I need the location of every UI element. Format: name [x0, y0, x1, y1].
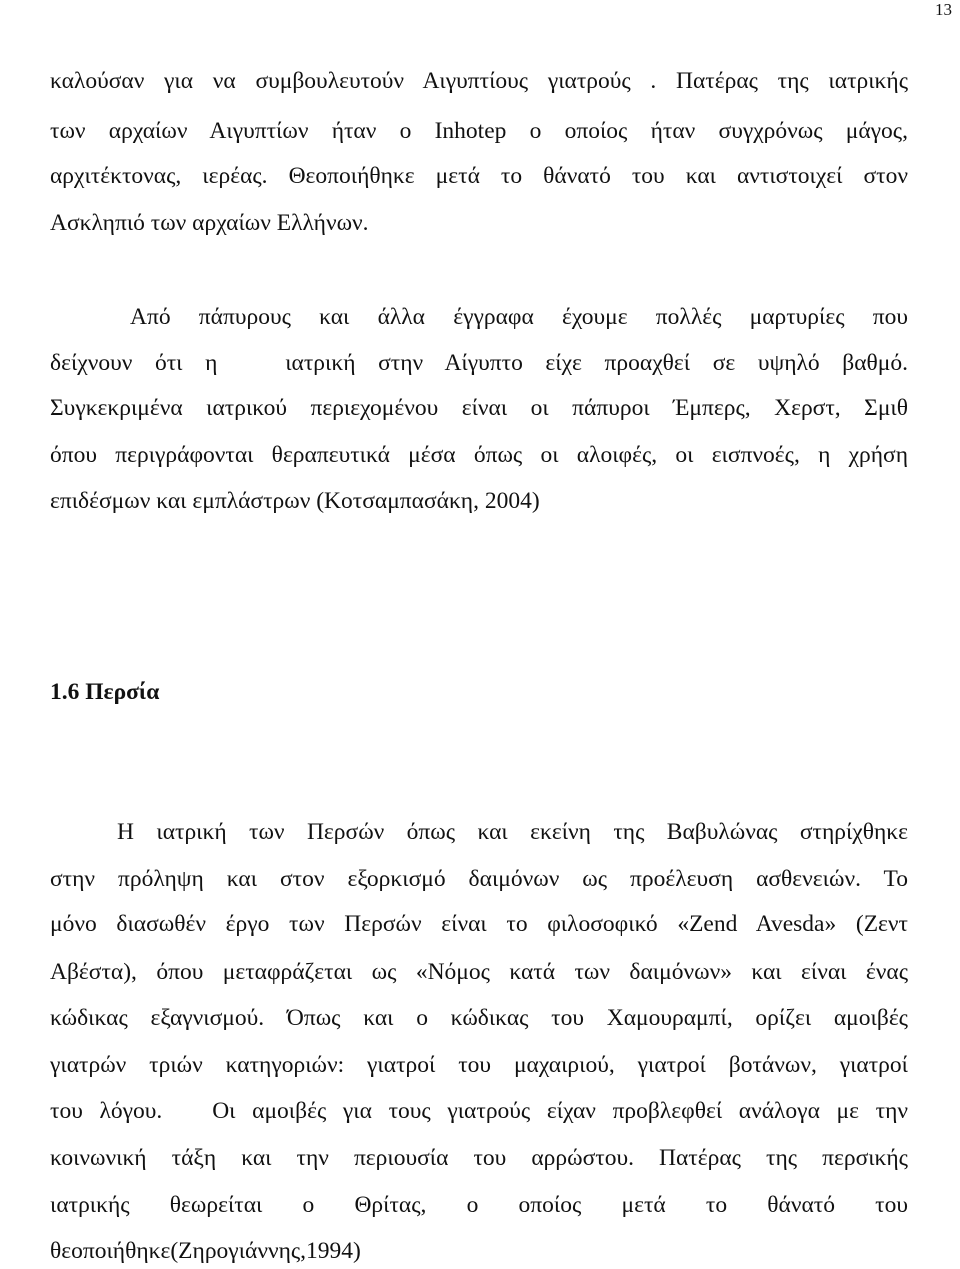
section-heading: 1.6 Περσία — [50, 679, 160, 705]
paragraph-line: του λόγου. Οι αμοιβές για τους γιατρούς είχαν προβλεφθεί ανάλογα με την — [50, 1098, 908, 1124]
paragraph-line: δείχνουν ότι η ιατρική στην Αίγυπτο είχε προαχθεί σε υψηλό βαθμό. — [50, 350, 908, 376]
paragraph-line: Από πάπυρους και άλλα έγγραφα έχουμε πολλές μαρτυρίες που — [130, 304, 908, 330]
paragraph-line: Συγκεκριμένα ιατρικού περιεχομένου είναι οι πάπυροι Έμπερς, Χερστ, Σμιθ — [50, 395, 908, 421]
paragraph-line: μόνο διασωθέν έργο των Περσών είναι το φιλοσοφικό «Zend Avesda» (Ζεντ — [50, 911, 908, 937]
paragraph-line: κοινωνική τάξη και την περιουσία του αρρώστου. Πατέρας της περσικής — [50, 1145, 908, 1171]
paragraph-line: όπου περιγράφονται θεραπευτικά μέσα όπως οι αλοιφές, οι εισπνοές, η χρήση — [50, 442, 908, 468]
paragraph-line: των αρχαίων Αιγυπτίων ήταν ο Inhotep ο οποίος ήταν συγχρόνως μάγος, — [50, 118, 908, 144]
paragraph-line: θεοποιήθηκε(Ζηρογιάννης,1994) — [50, 1238, 361, 1264]
paragraph-line: στην πρόληψη και στον εξορκισμό δαιμόνων ως προέλευση ασθενειών. Το — [50, 866, 908, 892]
page-number: 13 — [935, 0, 952, 19]
paragraph-line: επιδέσμων και εμπλάστρων (Κοτσαμπασάκη, 2004) — [50, 488, 540, 514]
paragraph-line: ιατρικής θεωρείται ο Θρίτας, ο οποίος μετά το θάνατό του — [50, 1192, 908, 1218]
paragraph-line: Η ιατρική των Περσών όπως και εκείνη της Βαβυλώνας στηρίχθηκε — [117, 819, 908, 845]
paragraph-line: αρχιτέκτονας, ιερέας. Θεοποιήθηκε μετά το θάνατό του και αντιστοιχεί στον — [50, 163, 908, 189]
paragraph-line: Αβέστα), όπου μεταφράζεται ως «Νόμος κατά των δαιμόνων» και είναι ένας — [50, 959, 908, 985]
paragraph-line: κώδικας εξαγνισμού. Όπως και ο κώδικας του Χαμουραμπί, ορίζει αμοιβές — [50, 1005, 908, 1031]
paragraph-line: καλούσαν για να συμβουλευτούν Αιγυπτίους γιατρούς . Πατέρας της ιατρικής — [50, 68, 908, 94]
paragraph-line: γιατρών τριών κατηγοριών: γιατροί του μαχαιριού, γιατροί βοτάνων, γιατροί — [50, 1052, 908, 1078]
paragraph-line: Ασκληπιό των αρχαίων Ελλήνων. — [50, 210, 369, 236]
